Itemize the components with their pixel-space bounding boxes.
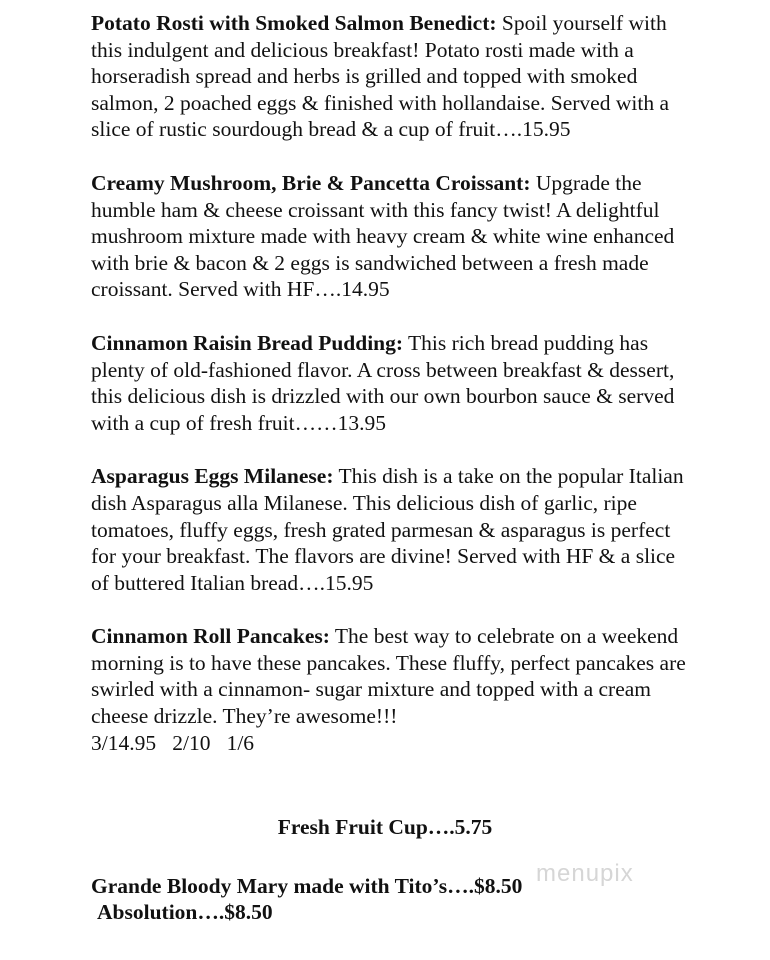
item-description: This dish is a take on the popular Italian dish Asparagus alla Milanese. This delicious dish of garlic, ripe tomatoes, fluffy eggs, fresh grated parmesan & asparagus is perfect for your breakfast. The flavors are divine! Served with HF & a slice of buttered Italian bread….15.95 — [91, 464, 684, 595]
menu-item-asparagus-eggs — [91, 463, 691, 596]
item-description: Spoil yourself with this indulgent and delicious breakfast! Potato rosti made with a horseradish spread and herbs is grilled and topped with smoked salmon, 2 poached eggs & finished with hollandaise. Served with a slice of rustic sourdough bread & a cup of fruit….15.95 — [91, 11, 669, 142]
menu-item-croissant — [91, 170, 691, 303]
drink-bloody-mary: Grande Bloody Mary made with Tito’s….$8.50 — [91, 874, 523, 898]
menupix-watermark: menupix — [536, 860, 634, 887]
item-name: Creamy Mushroom, Brie & Pancetta Croissant: — [91, 170, 531, 195]
item-name: Potato Rosti with Smoked Salmon Benedict: — [91, 11, 497, 35]
item-description: This rich bread pudding has plenty of old-fashioned flavor. A cross between breakfast & dessert, this delicious dish is drizzled with our own bourbon sauce & served with a cup of fresh fruit……13.95 — [91, 330, 675, 435]
item-name: Cinnamon Roll Pancakes: — [91, 624, 330, 649]
menu-items — [91, 10, 691, 783]
drink-absolution: Absolution….$8.50 — [97, 900, 273, 924]
item-prices: 3/14.95 2/10 1/6 — [91, 730, 255, 755]
item-name: Cinnamon Raisin Bread Pudding: — [91, 330, 404, 355]
fruit-cup-line: Fresh Fruit Cup….5.75 — [277, 815, 493, 839]
item-name: Asparagus Eggs Milanese: — [91, 464, 334, 489]
drinks-section — [91, 873, 522, 925]
item-description: The best way to celebrate on a weekend morning is to have these pancakes. These fluffy, perfect pancakes are swirled with a cinnamon- sugar mixture and topped with a cream cheese drizzle. They’re awesome!!! — [91, 624, 686, 729]
item-description: Upgrade the humble ham & cheese croissant with this fancy twist! A delightful mushroom mixture made with heavy cream & white wine enhanced with brie & bacon & 2 eggs is sandwiched between a fresh made croissant. Served with HF….14.95 — [91, 170, 675, 302]
menu-item-potato-rosti — [91, 10, 691, 143]
menu-item-bread-pudding — [91, 330, 691, 436]
menu-item-cinnamon-pancakes — [91, 623, 691, 756]
